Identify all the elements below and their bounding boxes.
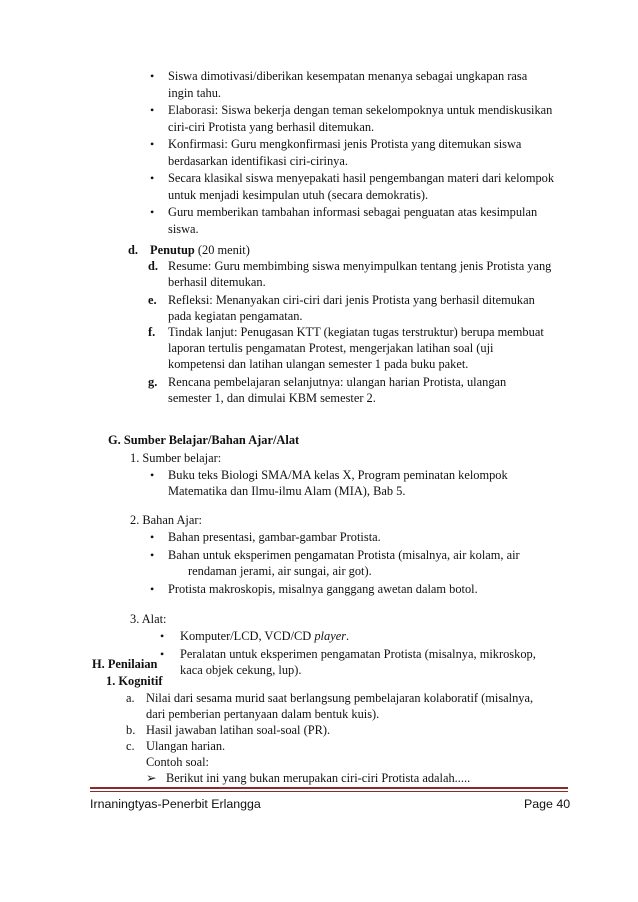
penutup-item-1-line-2: berhasil ditemukan. [168, 275, 266, 289]
inti-bullet-1-line-1: Siswa dimotivasi/diberikan kesempatan menanya sebagai ungkapan rasa [168, 69, 528, 83]
bullet-icon: • [160, 629, 165, 643]
question-arrow-icon: ➢ [146, 771, 157, 785]
bullet-icon: • [160, 647, 165, 661]
bahan-item-2-line-1: Bahan untuk eksperimen pengamatan Protista (misalnya, air kolam, air [168, 548, 520, 562]
alat-item-1-italic: player [314, 629, 347, 643]
footer-rule-thin [90, 791, 568, 792]
penilaian-item-marker: c. [126, 739, 135, 753]
penutup-item-3-line-1: Tindak lanjut: Penugasan KTT (kegiatan tugas terstruktur) berupa membuat [168, 325, 544, 339]
footer-page-number: Page 40 [524, 797, 571, 811]
alat-item-2-line-2: kaca objek cekung, lup). [180, 663, 302, 677]
sumber-item-line-2: Matematika dan Ilmu-ilmu Alam (MIA), Bab 5. [168, 484, 406, 498]
penilaian-item-c-line-2: Contoh soal: [146, 755, 209, 769]
bullet-icon: • [150, 548, 155, 562]
penutup-item-3-line-2: laporan tertulis pengamatan Protest, mengerjakan latihan soal (uji [168, 341, 494, 355]
bullet-icon: • [150, 69, 155, 83]
bullet-icon: • [150, 137, 155, 151]
alat-item-1-suffix: . [346, 629, 350, 643]
penutup-time: (20 menit) [197, 243, 250, 257]
bahan-item-2-line-2: rendaman jerami, air sungai, air got). [188, 564, 372, 578]
penilaian-item-c-line-1: Ulangan harian. [146, 739, 226, 753]
section-h-heading: H. Penilaian [92, 657, 158, 671]
penutup-item-4-line-1: Rencana pembelajaran selanjutnya: ulangan harian Protista, ulangan [168, 375, 507, 389]
bullet-icon: • [150, 582, 155, 596]
footer-left: Irnaningtyas-Penerbit Erlangga [90, 797, 261, 811]
footer-rule [90, 787, 568, 789]
penutup-heading [150, 242, 250, 258]
penutup-item-1-line-1: Resume: Guru membimbing siswa menyimpulkan tentang jenis Protista yang [168, 259, 552, 273]
bullet-icon: • [150, 171, 155, 185]
penutup-item-marker: f. [148, 325, 156, 339]
penutup-item-2-line-2: pada kegiatan pengamatan. [168, 309, 303, 323]
penilaian-item-marker: a. [126, 691, 135, 705]
bullet-icon: • [150, 205, 155, 219]
inti-bullet-3-line-1: Konfirmasi: Guru mengkonfirmasi jenis Protista yang ditemukan siswa [168, 137, 522, 151]
inti-bullet-2-line-2: ciri-ciri Protista yang berhasil ditemukan. [168, 120, 375, 134]
penutup-item-marker: g. [148, 375, 158, 389]
penutup-marker: d. [128, 243, 138, 257]
alat-label: 3. Alat: [130, 612, 167, 626]
bullet-icon: • [150, 530, 155, 544]
penutup-item-marker: e. [148, 293, 157, 307]
contoh-soal-question: Berikut ini yang bukan merupakan ciri-ciri Protista adalah..... [166, 771, 471, 785]
penutup-item-3-line-3: kompetensi dan latihan ulangan semester 1 pada buku paket. [168, 357, 469, 371]
bahan-ajar-label: 2. Bahan Ajar: [130, 513, 202, 527]
penilaian-item-b: Hasil jawaban latihan soal-soal (PR). [146, 723, 331, 737]
alat-item-2-line-1: Peralatan untuk eksperimen pengamatan Protista (misalnya, mikroskop, [180, 647, 536, 661]
alat-item-1 [180, 628, 349, 644]
inti-bullet-3-line-2: berdasarkan identifikasi ciri-cirinya. [168, 154, 348, 168]
penilaian-item-marker: b. [126, 723, 136, 737]
sumber-belajar-label: 1. Sumber belajar: [130, 451, 222, 465]
kognitif-heading: 1. Kognitif [106, 674, 163, 688]
bahan-item-3: Protista makroskopis, misalnya ganggang awetan dalam botol. [168, 582, 478, 596]
bullet-icon: • [150, 468, 155, 482]
bullet-icon: • [150, 103, 155, 117]
inti-bullet-4-line-1: Secara klasikal siswa menyepakati hasil pengembangan materi dari kelompok [168, 171, 555, 185]
penilaian-item-a-line-2: dari pemberian pertanyaan dalam bentuk kuis). [146, 707, 380, 721]
penutup-item-2-line-1: Refleksi: Menanyakan ciri-ciri dari jenis Protista yang berhasil ditemukan [168, 293, 535, 307]
inti-bullet-1-line-2: ingin tahu. [168, 86, 221, 100]
inti-bullet-4-line-2: untuk menjadi kesimpulan utuh (secara demokratis). [168, 188, 429, 202]
alat-item-1-prefix: Komputer/LCD, VCD/CD [180, 629, 315, 643]
penilaian-item-a-line-1: Nilai dari sesama murid saat berlangsung pembelajaran kolaboratif (misalnya, [146, 691, 534, 705]
inti-bullet-5-line-2: siswa. [168, 222, 199, 236]
penutup-item-4-line-2: semester 1, dan dimulai KBM semester 2. [168, 391, 376, 405]
inti-bullet-5-line-1: Guru memberikan tambahan informasi sebagai penguatan atas kesimpulan [168, 205, 538, 219]
penutup-title: Penutup [150, 243, 195, 257]
sumber-item-line-1: Buku teks Biologi SMA/MA kelas X, Program peminatan kelompok [168, 468, 508, 482]
inti-bullet-2-line-1: Elaborasi: Siswa bekerja dengan teman sekelompoknya untuk mendiskusikan [168, 103, 553, 117]
bahan-item-1: Bahan presentasi, gambar-gambar Protista. [168, 530, 381, 544]
section-g-heading: G. Sumber Belajar/Bahan Ajar/Alat [108, 433, 300, 447]
penutup-item-marker: d. [148, 259, 158, 273]
